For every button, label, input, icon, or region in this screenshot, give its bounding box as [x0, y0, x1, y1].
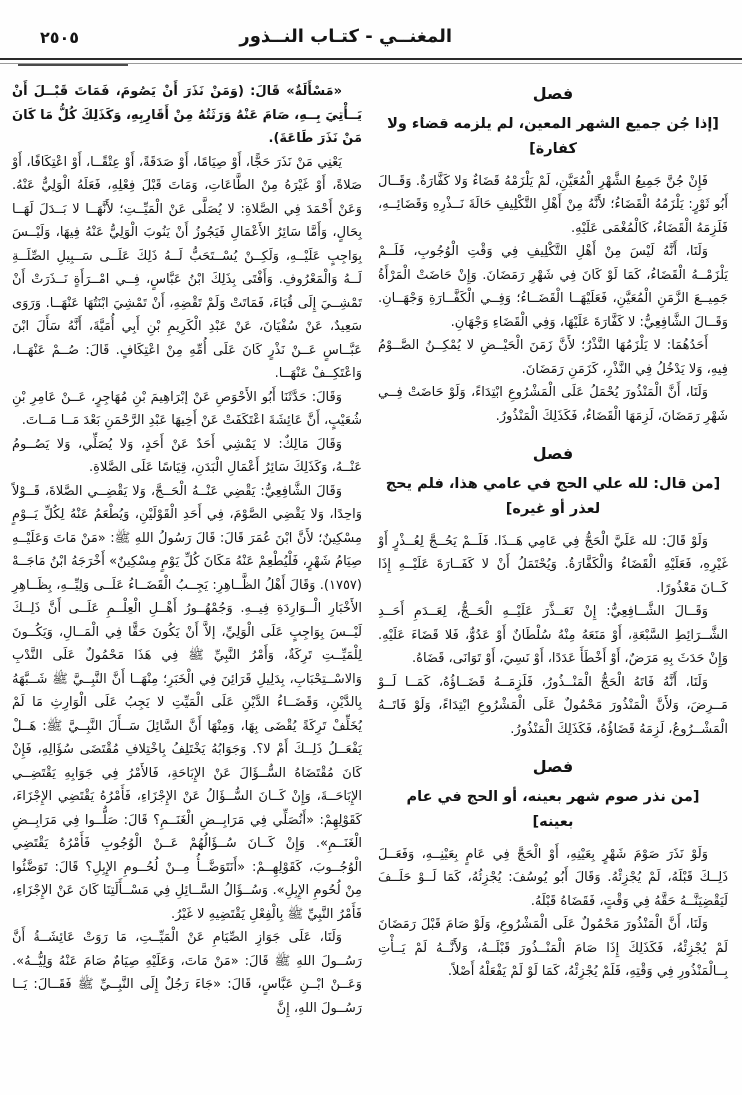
paragraph: وَلَنَا، أَنَّهُ فَاتَهُ الْحَجُّ الْمَنْــذُورُ، فَلَزِمَــهُ قَضَــاؤُهُ، كَمَــا لَــوْ مَــرِضَ، وَلأَنَّ الْمَنْذُورَ مَحْمُولٌ عَلَى الْمَشْرُوعِ ابْتِدَاءً، وَلَوْ فَاتَــهُ الْمَشْــرُوعُ، لَزِمَهُ قَضَاؤُهُ، فَكَذَلِكَ الْمَنْذُورُ. [378, 674, 728, 737]
paragraph: وَلَنَا، عَلَى جَوَازِ الصِّيَامِ عَنْ الْمَيِّــتِ، مَا رَوَتْ عَائِشَــةُ أَنَّ رَسُــولَ اللهِ ﷺ قَالَ: «مَنْ مَاتَ، وَعَلَيْهِ صِيَامٌ صَامَ عَنْهُ وَلِيُّــهُ». وَعَــنْ ابْــنِ عَبَّاسٍ، قَالَ: «جَاءَ رَجُلٌ إِلَى النَّبِــيِّ ﷺ فَقَــالَ: يَــا رَسُــولَ اللهِ، إِنَّ [12, 930, 362, 1016]
column-right [378, 80, 728, 1020]
section-fasl-1 [378, 82, 728, 428]
paragraph: وَقَــالَ الشَّــافِعِيُّ: إِنْ تَعَــذَّرَ عَلَيْــهِ الْحَــجُّ، لِعَــدَمِ أَحَــدِ الشَّــرَائِطِ السَّبْعَةِ، أَوْ مَنَعَهُ مِنْهُ سُلْطَانٌ أَوْ عَدُوٌّ، فَلا قَضَاءَ عَلَيْهِ. وَإِنْ حَدَثَ بِهِ مَرَضٌ، أَوْ أَخْطَأَ عَدَدًا، أَوْ نَسِيَ، أَوْ تَوَانَى، قَضَاهُ. [378, 604, 728, 666]
section-fasl-2 [378, 442, 728, 741]
two-column-text [0, 66, 742, 1020]
page-header [0, 0, 742, 66]
paragraph: وَلَوْ نَذَرَ صَوْمَ شَهْرٍ بِعَيْنِهِ، أَوْ الْحَجَّ فِي عَامٍ بِعَيْنِــهِ، وَفَعَــلَ ذَلِــكَ قَبْلَهُ، لَمْ يُجْزِئْهُ. وَقَالَ أَبُو يُوسُفَ: يُجْزِئُهُ، كَمَا لَــوْ حَلَــفَ لَيَقْضِيَنَّــهُ حَقَّهُ فِي وَقْتٍ، فَقَضَاهُ قَبْلَهُ. [378, 846, 728, 909]
fasl-label: فصل [532, 757, 574, 776]
paragraph: وَقَالَ مَالِكٌ: لا يَمْشِي أَحَدٌ عَنْ أَحَدٍ، وَلا يُصَلِّي، وَلا يَصُــومُ عَنْــهُ، وَكَذَلِكَ سَائِرُ أَعْمَالِ الْبَدَنِ، قِيَاسًا عَلَى الصَّلاةِ. [12, 436, 362, 475]
paragraph-masala: «مَسْأَلَةٌ» قَالَ: (وَمَنْ نَذَرَ أَنْ يَصُومَ، فَمَاتَ قَبْــلَ أَنْ يَــأْتِيَ بِــهِ، صَامَ عَنْهُ وَرَثَتُهُ مِنْ أَقَارِبِهِ، وَكَذَلِكَ كُلُّ مَا كَانَ مَنْ نَذَرَ طَاعَةَ). [12, 84, 362, 146]
fasl-label: فصل [532, 84, 574, 103]
fasl-label: فصل [532, 444, 574, 463]
paragraph: وَلَنَا، أَنَّهُ لَيْسَ مِنْ أَهْلِ التَّكْلِيفِ فِي وَقْتِ الْوُجُوبِ، فَلَــمْ يَلْزَمْــهُ الْقَضَاءُ، كَمَا لَوْ كَانَ فِي شَهْرِ رَمَضَانَ. وَإِنْ حَاضَتْ الْمَرْأَةُ جَمِيــعَ الزَّمَنِ الْمُعَيَّنِ، فَعَلَيْهَــا الْقَضَــاءُ؛ وَفِــي الْكَفَّــارَةِ وَجْهَــانِ. وَقَــالَ الشَّافِعِيُّ: لا كَفَّارَةَ عَلَيْهَا، وَفِي الْقَضَاءِ وَجْهَانِ. [378, 244, 728, 330]
paragraph: يَعْنِي مَنْ نَذَرَ حَجًّا، أَوْ صِيَامًا، أَوْ صَدَقَةً، أَوْ عِتْقًــا، أَوْ اعْتِكَافًا، أَوْ صَلاةً، أَوْ غَيْرَهُ مِنْ الطَّاعَاتِ، وَمَاتَ قَبْلَ فِعْلِهِ، فَعَلَهُ الْوَلِيُّ عَنْهُ. وَعَنْ أَحْمَدَ فِي الصَّلاةِ: لا يُصَلَّى عَنْ الْمَيِّــتِ؛ لأَنَّهَــا لا بَــدَلَ لَهَــا بِحَالٍ، وَأَمَّا سَائِرُ الأَعْمَالِ فَيَجُوزُ أَنْ يَنُوبَ الْوَلِيُّ عَنْهُ فِيهَا، وَلَيْــسَ بِوَاجِبٍ عَلَيْــهِ، وَلَكِــنْ يُسْــتَحَبُّ لَــهُ ذَلِكَ عَلَــى سَــبِيلِ الصِّلَــةِ لَــهُ وَالْمَعْرُوفِ. وَأَفْتَى بِذَلِكَ ابْنُ عَبَّاسٍ، فِــي امْــرَأَةٍ نَــذَرَتْ أَنْ تَمْشِــيَ إِلَى قُبَاءَ، فَمَاتَتْ وَلَمْ تَقْضِهِ، أَنْ تَمْشِيَ ابْنَتُهَا عَنْهَــا. وَرَوَى سَعِيدٌ، عَنْ سُفْيَانَ، عَنْ عَبْدِ الْكَرِيمِ بْنِ أَبِي أُمَيَّةَ، أَنَّهُ سَأَلَ ابْنَ عَبَّــاسٍ عَــنْ نَذْرٍ كَانَ عَلَى أُمِّهِ مِنْ اعْتِكَافٍ. قَالَ: صُــمْ عَنْهَــا، وَاعْتَكِــفْ عَنْهَــا. [12, 154, 362, 381]
fasl-heading: [من قال: لله علي الحج في عامي هذا، فلم يحج لعذر أو غيره] [385, 475, 721, 517]
paragraph: وَلَنَا، أَنَّ الْمَنْذُورَ يُحْمَلُ عَلَى الْمَشْرُوعِ ابْتِدَاءً، وَلَوْ حَاضَتْ فِــي شَهْرِ رَمَضَانَ، لَزِمَهَا الْقَضَاءُ، فَكَذَلِكَ الْمَنْذُورُ. [378, 385, 728, 424]
column-left [12, 80, 362, 1020]
paragraph: أَحَدُهُمَا: لا يَلْزَمُهَا النَّذْرُ؛ لأَنَّ زَمَنَ الْحَيْــضِ لا يُمْكِــنُ الصَّــوْمُ فِيهِ، وَلا يَدْخُلُ فِي النَّذْرِ، كَزَمَنِ رَمَضَانَ. [378, 338, 728, 377]
header-rule [0, 58, 742, 60]
paragraph: وَلَوْ قَالَ: لله عَلَيَّ الْحَجُّ فِي عَامِي هَــذَا. فَلَــمْ يَحُــجَّ لِعُــذْرٍ أَوْ غَيْرِهِ، فَعَلَيْهِ الْقَضَاءُ وَالْكَفَّارَةُ. وَيُحْتَمَلُ أَنْ لا كَفَــارَةَ عَلَيْــهِ إِذَا كَــانَ مَعْذُورًا. [378, 533, 728, 596]
fasl-heading: [إذا جُن جميع الشهر المعين، لم يلزمه قضاء ولا كفارة] [387, 115, 719, 157]
section-fasl-3 [378, 755, 728, 984]
page-number: ٢٥٠٥ [40, 28, 80, 47]
paragraph: وَقَالَ: حَدَّثَنَا أَبُو الأَحْوَصِ عَنْ إبْرَاهِيمَ بْنِ مُهَاجِرٍ، عَــنْ عَامِرِ بْنِ شُعَيْبٍ، أَنَّ عَائِشَةَ اعْتَكَفَتْ عَنْ أَخِيهَا عَبْدِ الرَّحْمَنِ بَعْدَ مَــا مَــاتَ. [12, 389, 362, 428]
paragraph: فَإِنْ جُنَّ جَمِيعُ الشَّهْرِ الْمُعَيَّنِ، لَمْ يَلْزَمْهُ قَضَاءٌ وَلا كَفَّارَةٌ. وَقَــالَ أَبُو ثَوْرٍ: يَلْزَمُهُ الْقَضَاءُ؛ لأَنَّهُ مِنْ أَهْلِ التَّكْلِيفِ حَالَةَ نَــذْرِهِ وَقَضَائِــهِ، فَلَزِمَهُ الْقَضَاءُ، كَالْمُغْمَى عَلَيْهِ. [378, 173, 728, 236]
fasl-heading: [من نذر صوم شهر بعينه، أو الحج في عام بعينه] [406, 788, 700, 830]
paragraph: وَلَنَا، أَنَّ الْمَنْذُورَ مَحْمُولٌ عَلَى الْمَشْرُوعِ، وَلَوْ صَامَ قَبْلَ رَمَضَانَ لَمْ يُجْزِئْهُ، فَكَذَلِكَ إِذَا صَامَ الْمَنْــذُورَ قَبْلَــهُ، وَلأَنَّــهُ لَمْ يَــأْتِ بِــالْمَنْذُورِ فِي وَقْتِهِ، فَلَمْ يُجْزِئْهُ، كَمَا لَوْ لَمْ يَفْعَلْهُ أَصْلاً. [378, 917, 728, 979]
paragraph: وَقَالَ الشَّافِعِيُّ: يَقْضِي عَنْــهُ الْحَــجَّ، وَلا يَقْضِــي الصَّلاةَ، قَــوْلاً وَاحِدًا، وَلا يَقْضِي الصَّوْمَ، فِي أَحَدِ الْقَوْلَيْنِ، وَيُطْعَمُ عَنْهُ لِكُلِّ يَــوْمٍ مِسْكِينٌ؛ لأَنَّ ابْنَ عُمَرَ قَالَ: قَالَ رَسُولُ اللهِ ﷺ: «مَنْ مَاتَ وَعَلَيْــهِ صِيَامُ شَهْرٍ، فَلْيُطْعِمْ عَنْهُ مَكَانَ كُلِّ يَوْمٍ مِسْكِينٌ» أَخْرَجَهُ ابْنُ مَاجَــهْ (١٧٥٧). وَقَالَ أَهْلُ الظَّــاهِرِ: يَجِــبُ الْقَضَــاءُ عَلَــى وَلِيِّــهِ، بِظَــاهِرِ الأَخْبَارِ الْــوَارِدَةِ فِيــهِ. وَجُمْهُــورُ أَهْــلِ الْعِلْــمِ عَلَــى أَنَّ ذَلِــكَ لَيْــسَ بِوَاجِبٍ عَلَى الْوَلِيِّ، إلاَّ أَنْ يَكُونَ حَقًّا فِي الْمَــالِ، وَيَكُــونَ لِلْمَيِّــتِ تَرِكَةٌ، وَأَمْرُ النَّبِيِّ ﷺ فِي هَذَا مَحْمُولٌ عَلَى النَّدْبِ وَالاسْــتِحْبَابِ، بِدَلِيلِ قَرَائِنَ فِي الْخَبَرِ؛ مِنْهَــا أَنَّ النَّبِــيَّ ﷺ شَــبَّهَهُ بِالدَّيْنِ، وَقَضَــاءُ الدَّيْنِ عَلَى الْمَيِّتِ لا يَجِبُ عَلَى الْوَارِثِ مَا لَمْ يُخَلِّفْ تَرِكَةً يُقْضَى بِهَا، وَمِنْهَا أَنَّ السَّائِلَ سَــأَلَ النَّبِــيَّ ﷺ: هَــلْ يَفْعَــلُ ذَلِــكَ أَمْ لا؟. وَجَوَابُهُ يَخْتَلِفُ بِاخْتِلافِ مُقْتَضَى سُؤَالِهِ، فَإِنْ كَانَ مُقْتَضَاهُ السُّــؤَالَ عَنْ الإِبَاحَةِ، فَالأَمْرُ فِي جَوَابِهِ يَقْتَضِــي الإِبَاحَــةَ، وَإِنْ كَــانَ السُّــؤَالُ عَنْ الإِجْزَاءِ، فَأَمْرُهُ يَقْتَضِي الإِجْزَاءَ، كَقَوْلِهِمْ: «أَنُصَلِّي فِي مَرَابِــضِ الْغَنَــمِ؟ قَالَ: صَلُّــوا فِي مَرَابِــضِ الْغَنَــمِ». وَإِنْ كَــانَ سُــؤَالُهُمْ عَــنْ الْوُجُوبِ فَأَمْرُهُ يَقْتَضِي الْوُجُــوبَ، كَقَوْلِهِــمْ: «أَنَتَوَضَّــأُ مِــنْ لُحُــومِ الإِبِلِ؟ قَالَ: تَوَضَّئُوا مِنْ لُحُومِ الإِبِلِ». وَسُــؤَالُ السَّــائِلِ فِي مَسْــأَلَتِنَا كَانَ عَنْ الإِجْزَاءِ، فَأَمْرُ النَّبِيِّ ﷺ بِالْفِعْلِ يَقْتَضِيهِ لا غَيْرُ. [12, 483, 362, 922]
page-number-underline [18, 64, 128, 66]
book-title: المغنــي - كتـاب النــذور [239, 26, 452, 47]
